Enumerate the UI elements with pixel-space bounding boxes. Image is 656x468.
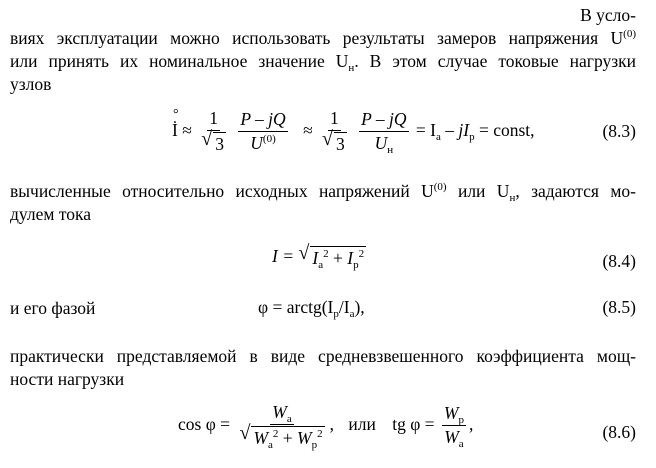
- eq86-frac-1-den: [237, 422, 326, 452]
- eq86-tg: tg φ =: [392, 413, 435, 434]
- para2-line1-b: или U: [446, 181, 510, 201]
- eq86-cos: cos φ =: [178, 413, 231, 434]
- eq85-text-c: ),: [354, 297, 365, 317]
- para3-text: и его фазой: [10, 298, 96, 318]
- eq84-number: (8.4): [602, 251, 636, 271]
- eq83-frac-2: [238, 109, 287, 154]
- eq84-term2: I: [347, 248, 354, 269]
- eq83-frac-4: [359, 109, 408, 157]
- eq86-den-t1: W: [253, 428, 269, 449]
- eq86-frac-1: [237, 402, 326, 452]
- eq83-frac-4-den-u: U: [374, 133, 388, 154]
- eq86-tg-num-sub: р: [458, 414, 464, 427]
- para1-line3-sub: н: [348, 62, 355, 74]
- eq83-approx-1: ≈: [182, 119, 192, 140]
- eq86-den-t2-sub: р: [311, 439, 318, 452]
- eq85-sub-p: р: [333, 308, 339, 320]
- eq83-approx-2: ≈: [303, 119, 313, 140]
- eq83-frac-2-den-sup: (0): [262, 133, 276, 146]
- para2-line1-a: вычисленные относительно исходных напряжений U: [10, 181, 434, 201]
- para2-line2: [10, 203, 636, 226]
- eq83-frac-2-den: [248, 132, 277, 154]
- para1-line4-text: узлов: [10, 74, 52, 94]
- eq85-text-a: φ = arctg(I: [258, 297, 334, 317]
- eq83-frac-1-den: [199, 128, 228, 155]
- para2-line1: [10, 180, 636, 203]
- eq84-term1: I: [312, 248, 319, 269]
- para1-line2-text: виях эксплуатации можно использовать результаты замеров напряжения U: [10, 28, 624, 48]
- eq83-rhs-sub-p: р: [469, 130, 475, 143]
- eq84-term2-sub: р: [353, 259, 359, 272]
- eq83-rhs-a: = I: [415, 119, 436, 140]
- eq86-den-t1-sup: 2: [272, 428, 279, 441]
- equation-8-3: [0, 108, 656, 155]
- eq84-term1-sub: a: [318, 259, 324, 272]
- eq83-frac-3-den: [320, 128, 349, 155]
- eq83-rhs-mid: – jI: [440, 119, 470, 140]
- eq86-rad: [251, 426, 324, 452]
- para1-line2-sup: (0): [623, 28, 636, 40]
- eq83-sqrt-2-rad: 3: [336, 134, 345, 155]
- eq83-sqrt-2: √ 3: [322, 128, 345, 155]
- para4-line2: [10, 368, 636, 391]
- para1-line4: [10, 73, 636, 96]
- eq86-den-t1-sub: a: [268, 439, 273, 452]
- eq84-term1-sup: 2: [323, 248, 329, 261]
- eq83-lhs: ° İ: [172, 120, 178, 141]
- eq86-num: W: [272, 402, 287, 422]
- eq86-sqrt: √ $W_a^2 + W_р^2$: [239, 422, 323, 452]
- eq84-sqrt: √ $I_a^2 + I_р^2$: [298, 242, 365, 272]
- eq86-frac-1-num: [270, 402, 293, 425]
- eq86-num-sub: a: [286, 413, 292, 425]
- eq86-tg-den: W: [444, 427, 459, 448]
- eq83-frac-1-num: 1: [207, 108, 220, 131]
- eq86-frac-2: [442, 403, 466, 451]
- eq86-frac-2-num: [442, 403, 466, 426]
- eq86-den-plus: +: [278, 428, 298, 449]
- eq86-tg-num: W: [443, 403, 459, 424]
- para1-line3: [10, 50, 636, 73]
- eq86-comma: ,: [329, 413, 334, 434]
- para1-line3-a: или принять их номинальное значение U: [10, 51, 349, 71]
- para2-line2-text: дулем тока: [10, 204, 92, 224]
- eq85-sub-a: a: [349, 308, 355, 320]
- para1-line1-text: В усло-: [580, 5, 636, 25]
- eq83-frac-3-num: 1: [328, 108, 341, 131]
- para1-line3-b: . В этом случае токовые нагрузки: [354, 51, 636, 71]
- para4-line2-text: ности нагрузки: [10, 369, 125, 389]
- equation-8-4: [0, 242, 656, 272]
- eq84-rad: [310, 246, 366, 272]
- eq84-lhs: I =: [272, 246, 295, 266]
- para1-line1: [10, 4, 636, 27]
- eq86-den-t2: W: [297, 428, 312, 449]
- para4-line1: [10, 345, 636, 368]
- para2-line1-c: , задаются мо-: [515, 181, 636, 201]
- para4-line1-text: практически представляемой в виде средневзвешенного коэффициента мощ-: [10, 346, 636, 366]
- eq85-text-b: /I: [338, 297, 350, 317]
- eq84-term2-sup: 2: [358, 248, 365, 261]
- eq83-frac-4-num: P – jQ: [359, 109, 408, 132]
- eq84-plus: +: [328, 248, 348, 269]
- para2-line1-sub: н: [509, 192, 516, 204]
- eq83-sqrt-1-rad: 3: [215, 134, 224, 155]
- eq86-or: или: [348, 413, 376, 434]
- eq86-frac-2-den: [442, 426, 465, 451]
- eq83-frac-1: [199, 108, 228, 155]
- eq86-tg-den-sub: a: [458, 438, 464, 451]
- eq83-rhs-end: = const,: [474, 119, 535, 140]
- eq83-rhs-sub-a: a: [436, 130, 441, 143]
- eq86-number: (8.6): [602, 422, 636, 442]
- para2-line1-sup: (0): [433, 181, 447, 193]
- para1-line2: [10, 27, 636, 50]
- eq83-number: (8.3): [602, 121, 636, 141]
- eq83-sqrt-1: √ 3: [201, 128, 224, 155]
- equation-8-6: [0, 402, 656, 452]
- eq83-frac-3: [320, 108, 349, 155]
- eq83-frac-2-den-u: U: [250, 133, 263, 154]
- eq86-den-t2-sup: 2: [317, 428, 323, 441]
- eq85-number: (8.5): [602, 297, 636, 317]
- eq86-tg-comma: ,: [469, 413, 474, 434]
- equation-8-5: [0, 297, 656, 318]
- eq83-frac-2-num: P – jQ: [238, 109, 287, 132]
- eq83-frac-4-den: [373, 132, 396, 157]
- eq83-frac-4-den-sub: н: [387, 144, 394, 157]
